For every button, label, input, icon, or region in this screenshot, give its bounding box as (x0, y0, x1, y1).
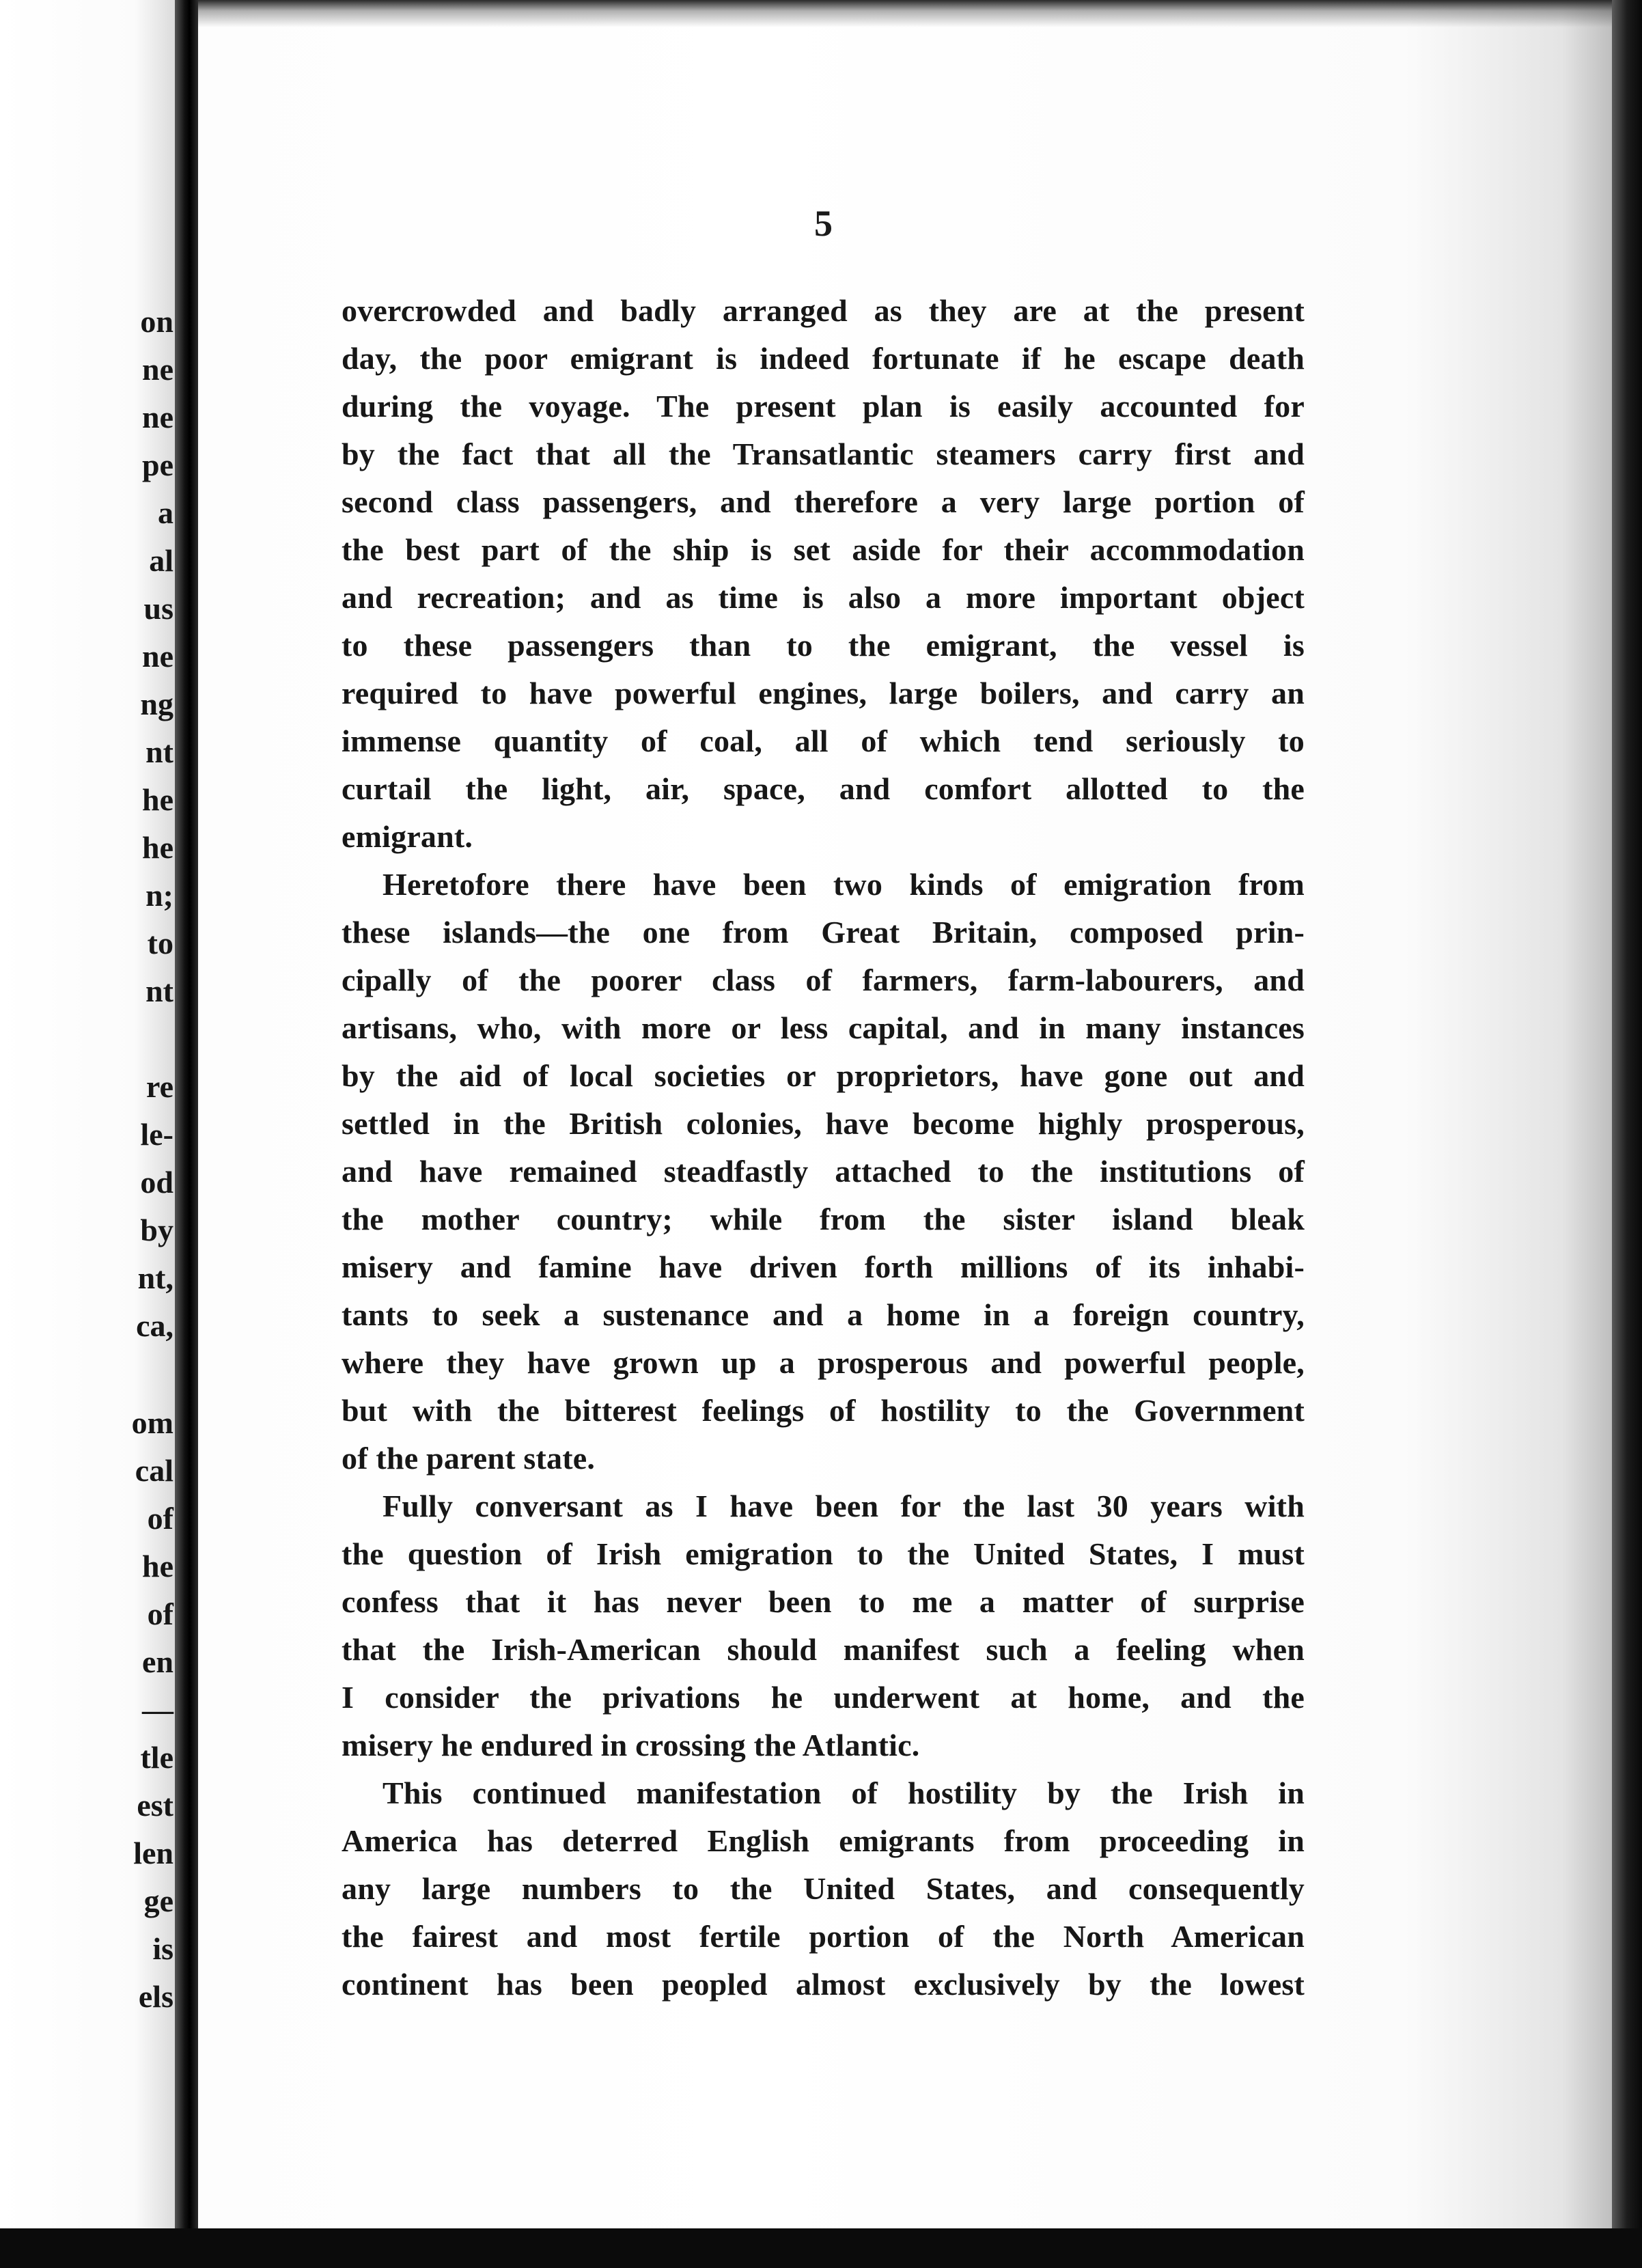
facing-page-fragment: pe (142, 447, 173, 482)
text-line: America has deterred English emigrants from proceeding in (342, 1823, 1305, 1858)
text-line: of the parent state. (342, 1441, 596, 1476)
facing-page-fragment: to (147, 926, 173, 960)
facing-page-fragment: nt, (137, 1260, 173, 1295)
facing-page-edge (0, 0, 193, 2268)
facing-page-fragment: od (140, 1165, 173, 1200)
text-line: immense quantity of coal, all of which tend seriously to (342, 723, 1305, 758)
text-line: confess that it has never been to me a matter of surprise (342, 1584, 1305, 1619)
facing-page-fragment: is (152, 1931, 173, 1966)
book-gutter (175, 0, 199, 2268)
text-line: Heretofore there have been two kinds of emigration from (382, 867, 1305, 902)
facing-page-fragment: en (142, 1644, 173, 1679)
facing-page-fragment: le- (140, 1117, 173, 1152)
text-line: continent has been peopled almost exclusively by the lowest (342, 1967, 1305, 2002)
text-line: This continued manifestation of hostility by the Irish in (382, 1775, 1305, 1810)
facing-page-fragment: ne (142, 400, 173, 434)
facing-page-fragment: ge (143, 1883, 173, 1918)
text-line: these islands—the one from Great Britain, composed prin- (342, 915, 1305, 950)
text-line: that the Irish-American should manifest such a feeling when (342, 1632, 1305, 1667)
facing-page-fragment: on (140, 304, 173, 339)
page-bottom-edge (0, 2228, 1642, 2268)
facing-page-fragment: els (138, 1979, 173, 2014)
text-line: but with the bitterest feelings of hostility to the Government (342, 1393, 1305, 1428)
facing-page-fragment: he (142, 782, 173, 817)
text-line: tants to seek a sustenance and a home in a foreign country, (342, 1297, 1305, 1332)
facing-page-fragment: re (145, 1069, 173, 1104)
text-line: the mother country; while from the sister island bleak (342, 1202, 1305, 1236)
text-line: the best part of the ship is set aside for their accommodation (342, 532, 1305, 567)
text-line: emigrant. (342, 819, 473, 854)
text-line: I consider the privations he underwent at home, and the (342, 1680, 1305, 1715)
text-line: second class passengers, and therefore a very large portion of (342, 484, 1305, 519)
page-top-shadow (198, 0, 1619, 27)
text-line: artisans, who, with more or less capital, and in many instances (342, 1010, 1305, 1045)
text-line: overcrowded and badly arranged as they are at the present (342, 293, 1305, 328)
facing-page-fragment: tle (140, 1740, 173, 1775)
text-line: cipally of the poorer class of farmers, farm-labourers, and (342, 963, 1305, 997)
facing-page-fragment: ne (142, 352, 173, 387)
text-line: during the voyage. The present plan is easily accounted for (342, 389, 1305, 424)
text-line: to these passengers than to the emigrant, the vessel is (342, 628, 1305, 663)
facing-page-fragment: by (140, 1213, 173, 1247)
facing-page-fragment: est (137, 1788, 173, 1823)
facing-page-fragment: he (142, 830, 173, 865)
facing-page-fragment: cal (135, 1453, 173, 1488)
text-line: by the aid of local societies or proprietors, have gone out and (342, 1058, 1305, 1093)
text-line: the fairest and most fertile portion of the North American (342, 1919, 1305, 1954)
page-right-edge (1612, 0, 1642, 2268)
text-line: any large numbers to the United States, and consequently (342, 1871, 1305, 1906)
facing-page-fragment: om (131, 1405, 173, 1440)
text-line: misery he endured in crossing the Atlantic. (342, 1728, 920, 1762)
facing-page-fragment: al (149, 543, 173, 578)
facing-page-fragment: — (142, 1692, 173, 1727)
text-line: curtail the light, air, space, and comfort allotted to the (342, 771, 1305, 806)
text-line: where they have grown up a prosperous and powerful people, (342, 1345, 1305, 1380)
facing-page-fragment: nt (145, 734, 173, 769)
page-number: 5 (814, 203, 833, 244)
facing-page-fragment: ng (140, 687, 173, 721)
text-line: and have remained steadfastly attached to the institutions of (342, 1154, 1305, 1189)
facing-page-fragment: len (133, 1836, 173, 1870)
facing-page-fragment: nt (145, 973, 173, 1008)
text-line: required to have powerful engines, large boilers, and carry an (342, 676, 1305, 710)
facing-page-fragment: us (143, 591, 173, 626)
text-line: by the fact that all the Transatlantic steamers carry first and (342, 437, 1305, 471)
facing-page-fragment: n; (145, 878, 173, 913)
facing-page-fragment: he (142, 1549, 173, 1584)
facing-page-fragment: a (158, 495, 173, 530)
facing-page-fragment: ne (142, 639, 173, 674)
text-line: and recreation; and as time is also a more important object (342, 580, 1305, 615)
facing-page-fragment: ca, (136, 1308, 173, 1343)
text-line: misery and famine have driven forth millions of its inhabi- (342, 1249, 1305, 1284)
text-line: day, the poor emigrant is indeed fortunate if he escape death (342, 341, 1305, 376)
text-line: the question of Irish emigration to the United States, I must (342, 1536, 1305, 1571)
facing-page-fragment: of (147, 1501, 173, 1536)
text-line: settled in the British colonies, have become highly prosperous, (342, 1106, 1305, 1141)
facing-page-fragment: of (147, 1596, 173, 1631)
text-line: Fully conversant as I have been for the last 30 years with (382, 1489, 1305, 1523)
